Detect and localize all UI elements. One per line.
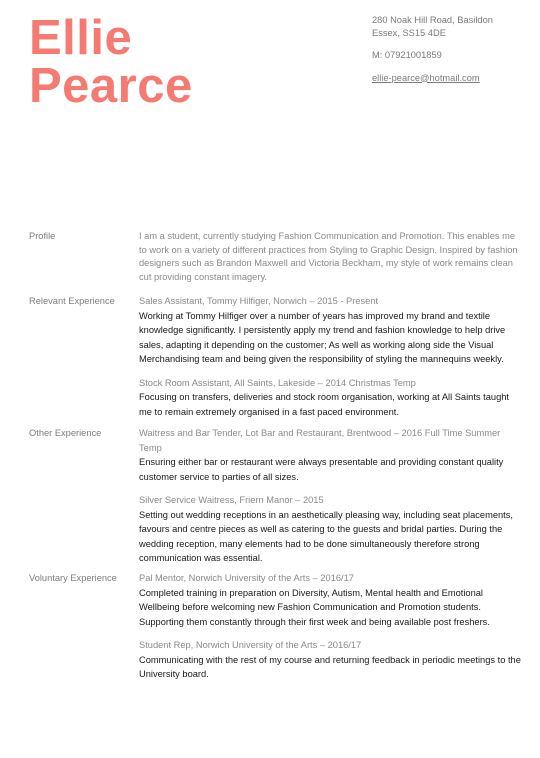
- entry-title: Student Rep, Norwich University of the Arts – 2016/17: [139, 640, 362, 650]
- phone-number: M: 07921001859: [372, 50, 442, 60]
- experience-entry: [139, 493, 521, 566]
- voluntary-body: [139, 571, 521, 691]
- entry-description: Communicating with the rest of my course and returning feedback in periodic meetings to the University board.: [139, 654, 521, 679]
- entry-title: Pal Mentor, Norwich University of the Arts – 2016/17: [139, 573, 354, 583]
- experience-entry: [139, 638, 521, 682]
- address-line-1: 280 Noak Hill Road, Basildon: [372, 15, 493, 25]
- section-label-other: Other Experience: [29, 428, 102, 438]
- experience-entry: [139, 426, 521, 484]
- address-line-2: Essex, SS15 4DE: [372, 27, 446, 38]
- entry-description: Setting out wedding receptions in an aesthetically pleasing way, including seat placements, favours and centre pieces as well as catering to the guests and bridal parties. During the wedding reception, many elements had to be done simultaneously therefore strong communication was essential.: [139, 509, 513, 563]
- experience-entry: [139, 571, 521, 629]
- last-name: Pearce: [29, 59, 193, 113]
- experience-entry: [139, 376, 521, 420]
- relevant-body: [139, 294, 521, 428]
- candidate-name: [29, 11, 193, 113]
- entry-description: Completed training in preparation on Diversity, Autism, Mental health and Emotional Wellbeing before welcoming new Fashion Communication and Promotion students. Supporting them constantly through their first week and being available post freshers.: [139, 587, 490, 627]
- experience-entry: [139, 294, 521, 367]
- entry-title: Silver Service Waitress, Friern Manor – 2015: [139, 495, 324, 505]
- section-label-voluntary: Voluntary Experience: [29, 573, 117, 583]
- section-label-relevant: Relevant Experience: [29, 296, 115, 306]
- profile-text: I am a student, currently studying Fashion Communication and Promotion. This enables me to work on a variety of different practices from Styling to Graphic Design. Inspired by fashion designers such as Brandon Maxwell and Victoria Beckham, my style of work remains clean cut providing constant imagery.: [139, 231, 518, 282]
- entry-description: Ensuring either bar or restaurant were always presentable and providing constant quality customer service to parties of all sizes.: [139, 457, 504, 482]
- email-link[interactable]: ellie-pearce@hotmail.com: [372, 72, 480, 83]
- section-label-profile: Profile: [29, 231, 56, 241]
- first-name: Ellie: [29, 11, 133, 65]
- profile-body: [139, 230, 521, 284]
- entry-title: Stock Room Assistant, All Saints, Lakeside – 2014 Christmas Temp: [139, 377, 416, 388]
- other-body: [139, 426, 521, 575]
- entry-title: Sales Assistant, Tommy Hilfiger, Norwich – 2015 - Present: [139, 296, 379, 306]
- contact-block: [372, 14, 537, 84]
- entry-description: Working at Tommy Hilfiger over a number of years has improved my brand and textile knowledge significantly. I persistently apply my trend and fashion knowledge to help drive sales, adapting it depending on the customer; As well as working along side the Visual Merchandising team and being given the responsibility of styling the mannequins weekly.: [139, 310, 506, 364]
- entry-title: Waitress and Bar Tender, Lot Bar and Restaurant, Brentwood – 2016 Full Time Summer Temp: [139, 428, 501, 453]
- entry-description: Focusing on transfers, deliveries and stock room organisation, working at All Saints taught me to remain extremely organised in a fast paced environment.: [139, 392, 510, 417]
